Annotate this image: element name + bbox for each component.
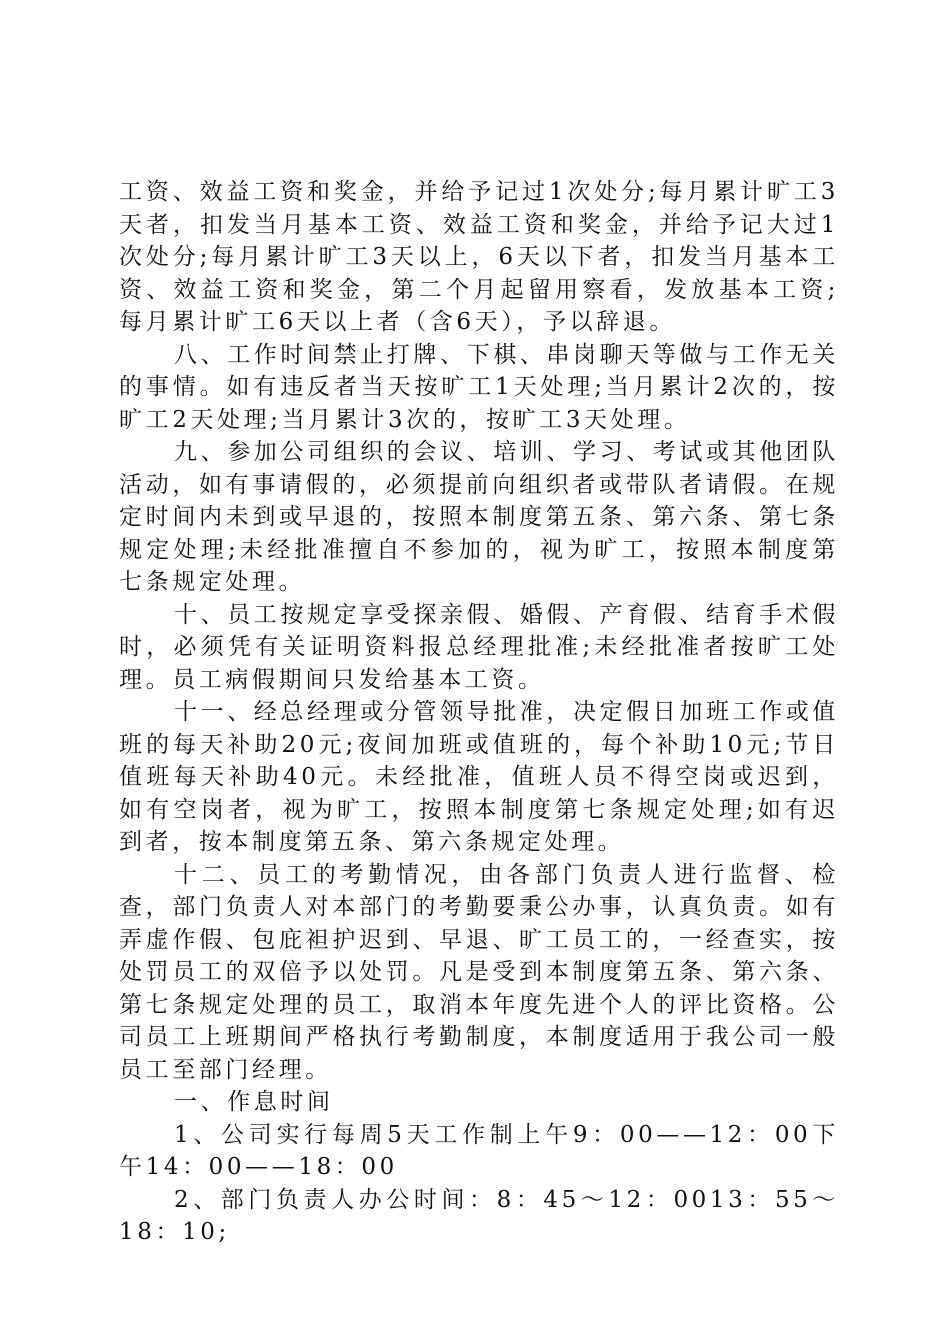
paragraph-manager-hours: 2、部门负责人办公时间：8：45～12：0013：55～18：10; [119, 1186, 839, 1245]
paragraph-article-12: 十二、员工的考勤情况，由各部门负责人进行监督、检查，部门负责人对本部门的考勤要秉公办事，认真负责。如有弄虚作假、包庇袒护迟到、早退、旷工员工的，一经查实，按处罚员工的双倍予以处罚。凡是受到本制度第五条、第六条、第七条规定处理的员工，取消本年度先进个人的评比资格。公司员工上班期间严格执行考勤制度，本制度适用于我公司一般员工至部门经理。 [119, 861, 839, 1083]
paragraph-article-8: 八、工作时间禁止打牌、下棋、串岗聊天等做与工作无关的事情。如有违反者当天按旷工1天处理;当月累计2次的，按旷工2天处理;当月累计3次的，按旷工3天处理。 [119, 341, 839, 433]
document-body [119, 176, 839, 1249]
paragraph-continued: 工资、效益工资和奖金，并给予记过1次处分;每月累计旷工3天者，扣发当月基本工资、效益工资和奖金，并给予记大过1次处分;每月累计旷工3天以上，6天以下者，扣发当月基本工资、效益工资和奖金，第二个月起留用察看，发放基本工资;每月累计旷工6天以上者（含6天），予以辞退。 [119, 179, 839, 335]
paragraph-article-10: 十、员工按规定享受探亲假、婚假、产育假、结育手术假时，必须凭有关证明资料报总经理批准;未经批准者按旷工处理。员工病假期间只发给基本工资。 [119, 601, 839, 693]
paragraph-article-11: 十一、经总经理或分管领导批准，决定假日加班工作或值班的每天补助20元;夜间加班或值班的，每个补助10元;节日值班每天补助40元。未经批准，值班人员不得空岗或迟到，如有空岗者，视为旷工，按照本制度第七条规定处理;如有迟到者，按本制度第五条、第六条规定处理。 [119, 699, 839, 855]
section-heading-work-hours: 一、作息时间 [174, 1089, 334, 1115]
paragraph-article-9: 九、参加公司组织的会议、培训、学习、考试或其他团队活动，如有事请假的，必须提前向组织者或带队者请假。在规定时间内未到或早退的，按照本制度第五条、第六条、第七条规定处理;未经批准擅自不参加的，视为旷工，按照本制度第七条规定处理。 [119, 439, 839, 595]
paragraph-work-schedule: 1、公司实行每周5天工作制上午9：00——12：00下午14：00——18：00 [119, 1121, 839, 1180]
